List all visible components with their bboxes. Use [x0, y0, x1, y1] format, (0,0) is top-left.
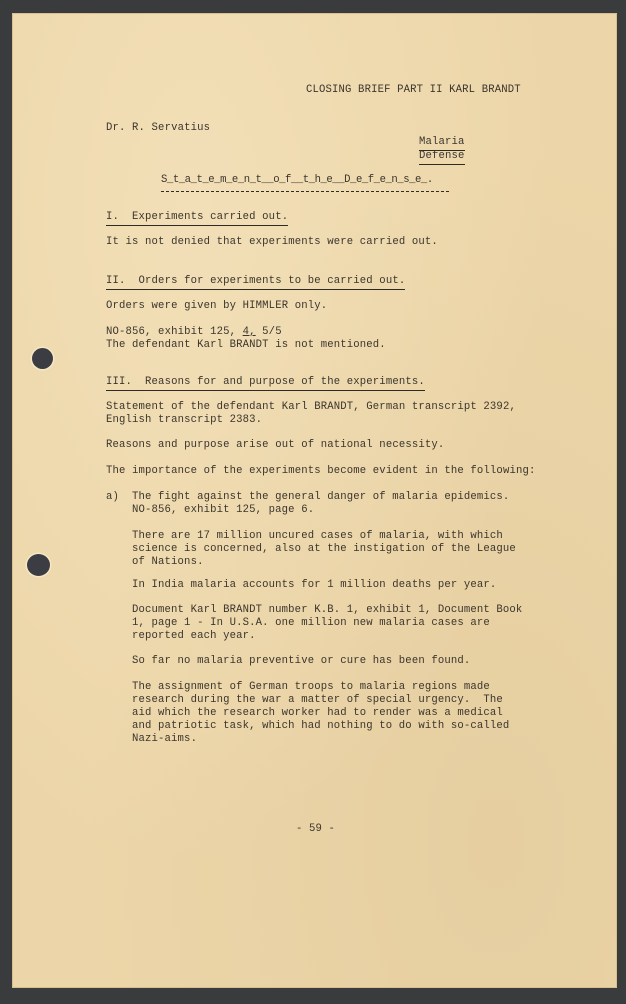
reference-underlined: 4, — [242, 326, 256, 338]
item-a-sub-1-line-2: science is concerned, also at the instigation of the League — [132, 543, 516, 555]
header-right: CLOSING BRIEF PART II KARL BRANDT — [306, 84, 521, 96]
section-heading-1: I. Experiments carried out. — [106, 211, 288, 226]
topic-tag-line2: Defense — [419, 150, 465, 165]
item-a-line-2: NO-856, exhibit 125, page 6. — [132, 504, 315, 516]
page-number: - 59 - — [296, 823, 336, 835]
section-3-paragraph-1a: Statement of the defendant Karl BRANDT, German transcript 2392, — [106, 401, 516, 413]
item-a-sub-3-line-1: Document Karl BRANDT number K.B. 1, exhibit 1, Document Book — [132, 604, 523, 616]
reference-prefix: NO-856, exhibit 125, — [106, 326, 243, 338]
document-title: S_t_a_t_e_m_e_n_t__o_f__t_h_e__D_e_f_e_n_s_e_. — [161, 174, 433, 186]
section-heading-3: III. Reasons for and purpose of the experiments. — [106, 376, 425, 391]
item-a-sub-3-line-3: reported each year. — [132, 630, 256, 642]
punch-hole-lower — [27, 554, 50, 576]
section-2-note: The defendant Karl BRANDT is not mentioned. — [106, 339, 386, 351]
item-a-sub-3-line-2: 1, page 1 - In U.S.A. one million new malaria cases are — [132, 617, 490, 629]
section-3-paragraph-3: The importance of the experiments become evident in the following: — [106, 465, 536, 477]
item-a-sub-2-line-1: In India malaria accounts for 1 million deaths per year. — [132, 579, 497, 591]
section-1-paragraph: It is not denied that experiments were carried out. — [106, 236, 438, 248]
reference-suffix: 5/5 — [255, 326, 282, 338]
topic-tag-line1: Malaria — [419, 136, 465, 151]
item-a-marker: a) — [106, 491, 120, 503]
title-dashed-underline — [161, 191, 449, 192]
author: Dr. R. Servatius — [106, 122, 211, 134]
punch-hole-upper — [32, 348, 53, 369]
item-a-sub-5-line-2: research during the war a matter of special urgency. The — [132, 694, 503, 706]
item-a-sub-1-line-3: of Nations. — [132, 556, 204, 568]
item-a-sub-1-line-1: There are 17 million uncured cases of malaria, with which — [132, 530, 503, 542]
item-a-sub-5-line-1: The assignment of German troops to malaria regions made — [132, 681, 490, 693]
section-3-paragraph-1b: English transcript 2383. — [106, 414, 263, 426]
item-a-sub-5-line-3: aid which the research worker had to render was a medical — [132, 707, 503, 719]
section-3-paragraph-2: Reasons and purpose arise out of national necessity. — [106, 439, 445, 451]
item-a-sub-4-line-1: So far no malaria preventive or cure has been found. — [132, 655, 471, 667]
section-2-reference — [106, 326, 282, 339]
item-a-sub-5-line-4: and patriotic task, which had nothing to do with so-called — [132, 720, 510, 732]
section-heading-2: II. Orders for experiments to be carried out. — [106, 275, 405, 290]
section-2-paragraph: Orders were given by HIMMLER only. — [106, 300, 328, 312]
item-a-sub-5-line-5: Nazi-aims. — [132, 733, 198, 745]
item-a-line-1: The fight against the general danger of malaria epidemics. — [132, 491, 510, 503]
